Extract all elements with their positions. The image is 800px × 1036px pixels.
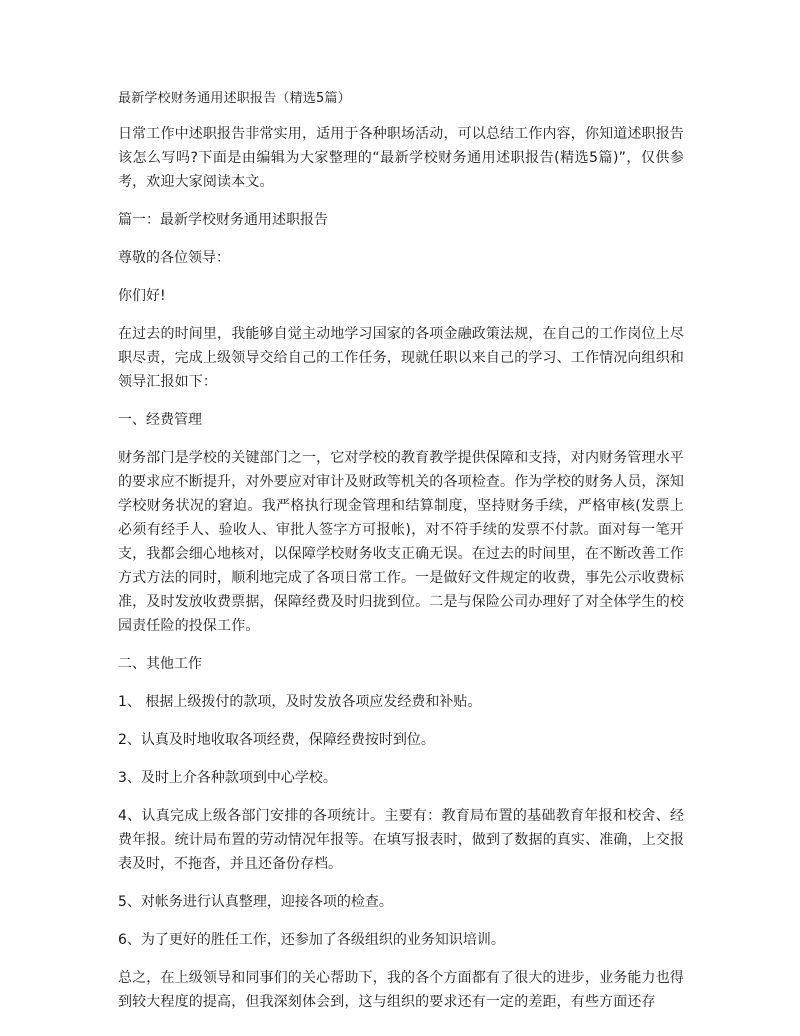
list-item: 4、认真完成上级各部门安排的各项统计。主要有：教育局布置的基础教育年报和校舍、经费年报。统计局布置的劳动情况年报等。在填写报表时，做到了数据的真实、准确，上交报表及时，不拖沓，并且还备份存档。 [118,808,684,872]
list-item: 6、为了更好的胜任工作，还参加了各级组织的业务知识培训。 [118,932,505,948]
list-item: 5、对帐务进行认真整理，迎接各项的检查。 [118,894,393,910]
closing-paragraph: 总之，在上级领导和同事们的关心帮助下，我的各个方面都有了很大的进步，业务能力也得到较大程度的提高，但我深刻体会到，这与组织的要求还有一定的差距，有些方面还存 [118,970,684,1010]
funding-paragraph: 财务部门是学校的关键部门之一，它对学校的教育教学提供保障和支持，对内财务管理水平的要求应不断提升，对外要应对审计及财政等机关的各项检查。作为学校的财务人员，深知学校财务状况的窘迫。我严格执行现金管理和结算制度，坚持财务手续，严格审核(发票上必须有经手人、验收人、审批人签字方可报帐)，对不符手续的发票不付款。面对每一笔开支，我都会细心地核对，以保障学校财务收支正确无误。在过去的时间里，在不断改善工作方式方法的同时，顺利地完成了各项日常工作。一是做好文件规定的收费，事先公示收费标准，及时发放收费票据，保障经费及时归拢到位。二是与保险公司办理好了对全体学生的校园责任险的投保工作。 [118,450,684,634]
list-item: 1、 根据上级拨付的款项，及时发放各项应发经费和补贴。 [118,694,482,710]
list-item: 3、及时上介各种款项到中心学校。 [118,770,337,786]
intro-paragraph: 日常工作中述职报告非常实用，适用于各种职场活动，可以总结工作内容，你知道述职报告该怎么写吗?下面是由编辑为大家整理的“最新学校财务通用述职报告(精选5篇)”，仅供参考，欢迎大家阅读本文。 [118,126,684,190]
greeting: 你们好! [118,288,166,304]
opening-paragraph: 在过去的时间里，我能够自觉主动地学习国家的各项金融政策法规，在自己的工作岗位上尽职尽责，完成上级领导交给自己的工作任务，现就任职以来自己的学习、工作情况向组织和领导汇报如下： [118,326,684,390]
heading-funding: 一、经费管理 [118,412,202,428]
salutation: 尊敬的各位领导： [118,250,230,266]
document-page [118,90,684,1028]
list-item: 2、认真及时地收取各项经费，保障经费按时到位。 [118,732,435,748]
heading-other-work: 二、其他工作 [118,656,202,672]
section-title: 篇一：最新学校财务通用述职报告 [118,212,328,228]
document-title: 最新学校财务通用述职报告（精选5篇） [118,91,351,106]
